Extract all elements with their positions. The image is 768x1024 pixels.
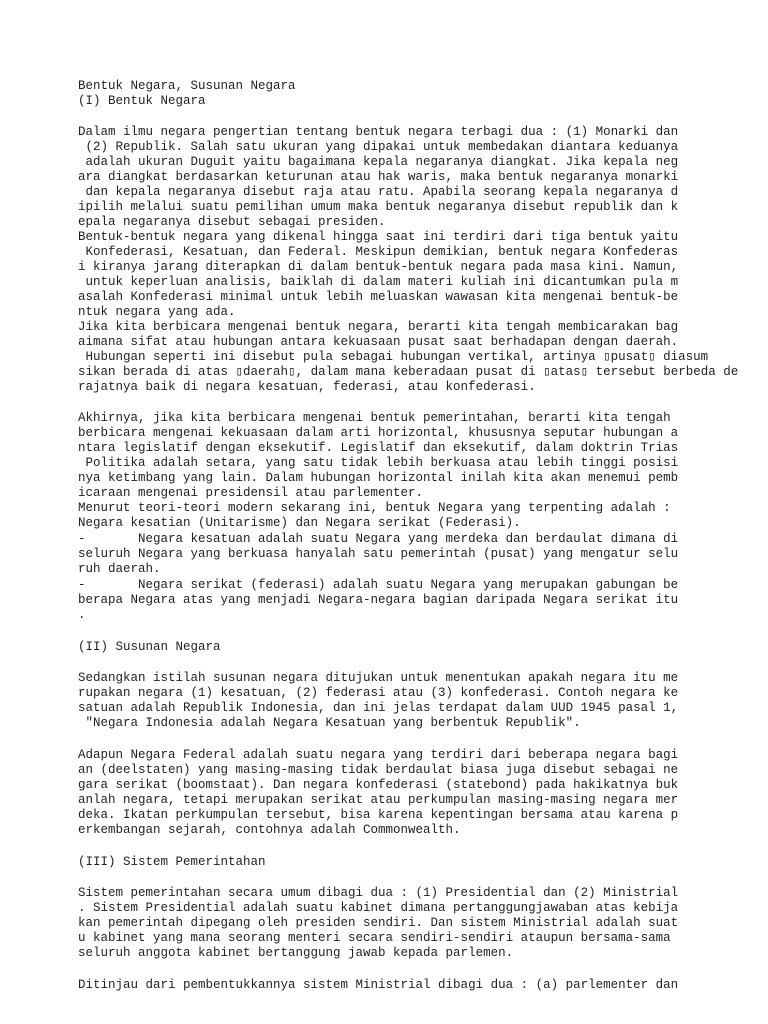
text-line: sikan berada di atas ▯daerah▯, dalam mana keberadaan pusat di ▯atas▯ tersebut berbeda de (78, 365, 739, 379)
text-line: Konfederasi, Kesatuan, dan Federal. Meskipun demikian, bentuk negara Konfederas (78, 245, 679, 259)
text-line: berbicara mengenai kekuasaan dalam arti horizontal, khususnya seputar hubungan a (78, 426, 679, 440)
text-line: (2) Republik. Salah satu ukuran yang dipakai untuk membedakan diantara keduanya (78, 140, 679, 154)
text-line: Ditinjau dari pembentukkannya sistem Ministrial dibagi dua : (a) parlementer dan (78, 978, 679, 992)
text-line: seluruh Negara yang berkuasa hanyalah satu pemerintah (pusat) yang mengatur selu (78, 547, 679, 561)
section-heading-susunan-negara: (II) Susunan Negara (78, 640, 221, 654)
text-line: ipilih melalui suatu pemilihan umum maka bentuk negaranya disebut republik dan k (78, 200, 679, 214)
text-line: satuan adalah Republik Indonesia, dan ini jelas terdapat dalam UUD 1945 pasal 1, (78, 701, 679, 715)
text-line: ntara legislatif dengan eksekutif. Legislatif dan eksekutif, dalam doktrin Trias (78, 441, 679, 455)
text-line: anlah negara, tetapi merupakan serikat atau perkumpulan masing-masing negara mer (78, 793, 679, 807)
text-line: Negara kesatian (Unitarisme) dan Negara serikat (Federasi). (78, 516, 521, 530)
text-line: ara diangkat berdasarkan keturunan atau hak waris, maka bentuk negaranya monarki (78, 170, 679, 184)
text-line: aimana sifat atau hubungan antara kekuasaan pusat saat berhadapan dengan daerah. (78, 335, 679, 349)
text-line: rajatnya baik di negara kesatuan, federasi, atau konfederasi. (78, 380, 536, 394)
text-line: ntuk negara yang ada. (78, 305, 236, 319)
text-line: deka. Ikatan perkumpulan tersebut, bisa karena kepentingan bersama atau karena p (78, 808, 679, 822)
text-line: nya ketimbang yang lain. Dalam hubungan horizontal inilah kita akan menemui pemb (78, 471, 679, 485)
text-line: berapa Negara atas yang menjadi Negara-negara bagian daripada Negara serikat itu (78, 593, 679, 607)
text-line: dan kepala negaranya disebut raja atau ratu. Apabila seorang kepala negaranya d (78, 185, 679, 199)
list-item-line: - Negara kesatuan adalah suatu Negara yang merdeka dan berdaulat dimana di (78, 532, 679, 546)
doc-title: Bentuk Negara, Susunan Negara (78, 79, 296, 93)
text-line: ruh daerah. (78, 562, 161, 576)
text-line: . (78, 608, 86, 622)
text-line: Adapun Negara Federal adalah suatu negara yang terdiri dari beberapa negara bagi (78, 748, 679, 762)
text-line: kan pemerintah dipegang oleh presiden sendiri. Dan sistem Ministrial adalah suat (78, 916, 679, 930)
text-line: icaraan mengenai presidensil atau parlementer. (78, 486, 424, 500)
text-line: epala negaranya disebut sebagai presiden. (78, 215, 386, 229)
text-line: rupakan negara (1) kesatuan, (2) federasi atau (3) konfederasi. Contoh negara ke (78, 686, 679, 700)
text-line: asalah Konfederasi minimal untuk lebih meluaskan wawasan kita mengenai bentuk-be (78, 290, 679, 304)
section-heading-bentuk-negara: (I) Bentuk Negara (78, 94, 206, 108)
text-line: gara serikat (boomstaat). Dan negara konfederasi (statebond) pada hakikatnya buk (78, 778, 679, 792)
text-line: Dalam ilmu negara pengertian tentang bentuk negara terbagi dua : (1) Monarki dan (78, 125, 679, 139)
text-line: Sedangkan istilah susunan negara ditujukan untuk menentukan apakah negara itu me (78, 671, 679, 685)
text-line: adalah ukuran Duguit yaitu bagaimana kepala negaranya diangkat. Jika kepala neg (78, 155, 679, 169)
list-item-line: - Negara serikat (federasi) adalah suatu Negara yang merupakan gabungan be (78, 578, 679, 592)
text-line: Bentuk-bentuk negara yang dikenal hingga saat ini terdiri dari tiga bentuk yaitu (78, 230, 679, 244)
text-line: untuk keperluan analisis, baiklah di dalam materi kuliah ini dicantumkan pula m (78, 275, 679, 289)
text-line: Jika kita berbicara mengenai bentuk negara, berarti kita tengah membicarakan bag (78, 320, 679, 334)
text-line: Politika adalah setara, yang satu tidak lebih berkuasa atau lebih tinggi posisi (78, 456, 679, 470)
text-line: Akhirnya, jika kita berbicara mengenai bentuk pemerintahan, berarti kita tengah (78, 411, 671, 425)
section-heading-sistem-pemerintahan: (III) Sistem Pemerintahan (78, 855, 266, 869)
text-line: Hubungan seperti ini disebut pula sebagai hubungan vertikal, artinya ▯pusat▯ diasum (78, 350, 709, 364)
text-line: . Sistem Presidential adalah suatu kabinet dimana pertanggungjawaban atas kebija (78, 901, 679, 915)
text-line: u kabinet yang mana seorang menteri secara sendiri-sendiri ataupun bersama-sama (78, 931, 671, 945)
text-line: seluruh anggota kabinet bertanggung jawab kepada parlemen. (78, 946, 514, 960)
text-line: Sistem pemerintahan secara umum dibagi dua : (1) Presidential dan (2) Ministrial (78, 886, 679, 900)
text-line: "Negara Indonesia adalah Negara Kesatuan yang berbentuk Republik". (78, 716, 581, 730)
text-line: erkembangan sejarah, contohnya adalah Commonwealth. (78, 823, 461, 837)
text-line: i kiranya jarang diterapkan di dalam bentuk-bentuk negara pada masa kini. Namun, (78, 260, 679, 274)
text-line: an (deelstaten) yang masing-masing tidak berdaulat biasa juga disebut sebagai ne (78, 763, 679, 777)
text-line: Menurut teori-teori modern sekarang ini, bentuk Negara yang terpenting adalah : (78, 501, 671, 515)
